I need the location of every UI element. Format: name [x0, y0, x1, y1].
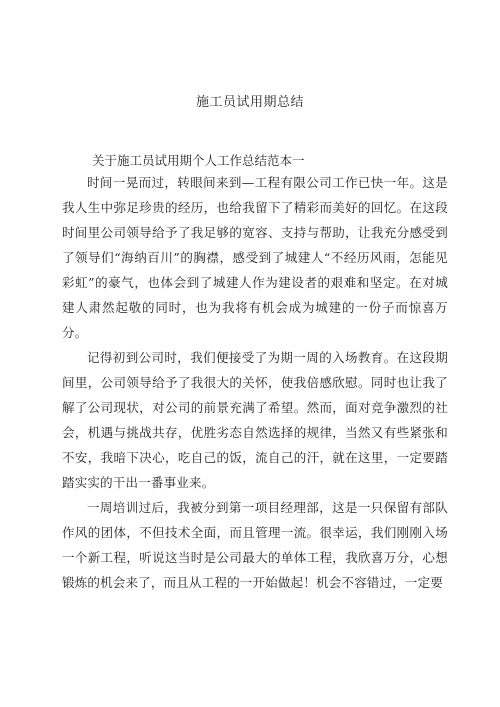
paragraph: 记得初到公司时，我们便接受了为期一周的入场教育。在这段期间里，公司领导给予了我很大的关怀，使我倍感欣慰。同时也让我了解了公司现状，对公司的前景充满了希望。然而，面对竞争激烈的社会，机遇与挑战共存，优胜劣态自然选择的规律，当然又有些紧张和不安，我暗下决心，吃自己的饭，流自己的汗，就在这里，一定要踏踏实实的干出一番事业来。 [62, 350, 448, 490]
document-subtitle: 关于施工员试用期个人工作总结范本一 [92, 153, 305, 168]
document-title: 施工员试用期总结 [195, 95, 304, 110]
paragraph: 一周培训过后，我被分到第一项目经理部，这是一只保留有部队作风的团体，不但技术全面，而且管理一流。很幸运，我们刚刚入场一个新工程，听说这当时是公司最大的单体工程，我欣喜万分，心想锻炼的机会来了，而且从工程的一开始做起！机会不容错过，一定要 [62, 500, 448, 590]
document-body [62, 170, 448, 595]
paragraph: 时间一晃而过，转眼间来到—工程有限公司工作已快一年。这是我人生中弥足珍贵的经历，也给我留下了精彩而美好的回忆。在这段时间里公司领导给予了我足够的宽容、支持与帮助，让我充分感受到了领导们“海纳百川”的胸襟，感受到了城建人“不经历风雨，怎能见彩虹”的豪气，也体会到了城建人作为建设者的艰难和坚定。在对城建人肃然起敬的同时，也为我将有机会成为城建的一份子而惊喜万分。 [62, 175, 448, 340]
